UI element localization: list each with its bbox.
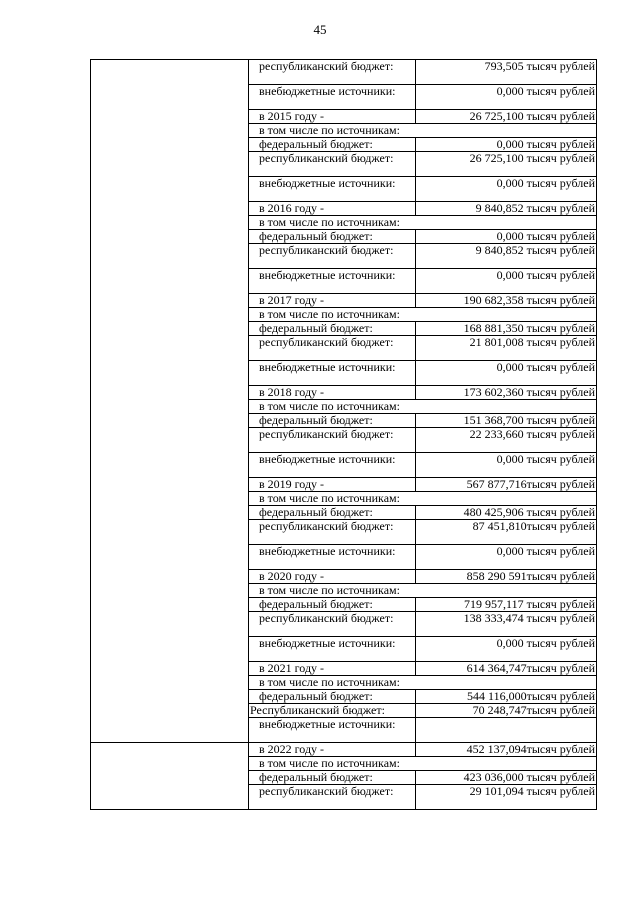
funding-table [90, 59, 597, 810]
amount-value: 423 036,000 тысяч рублей [416, 771, 597, 785]
amount-value: 793,505 тысяч рублей [416, 60, 597, 85]
amount-value: 614 364,747тысяч рублей [416, 662, 597, 676]
row-label: Республиканский бюджет: [249, 704, 416, 718]
blank-left-cell [91, 743, 249, 810]
table-row [91, 743, 597, 757]
amount-value: 0,000 тысяч рублей [416, 361, 597, 386]
row-label: федеральный бюджет: [249, 598, 416, 612]
amount-value: 0,000 тысяч рублей [416, 453, 597, 478]
sources-subheader: в том числе по источникам: [249, 216, 597, 230]
table-row [91, 60, 597, 85]
year-label: в 2019 году - [249, 478, 416, 492]
amount-value: 26 725,100 тысяч рублей [416, 152, 597, 177]
row-label: республиканский бюджет: [249, 785, 416, 810]
year-label: в 2021 году - [249, 662, 416, 676]
amount-value: 719 957,117 тысяч рублей [416, 598, 597, 612]
row-label: республиканский бюджет: [249, 612, 416, 637]
row-label: федеральный бюджет: [249, 771, 416, 785]
year-label: в 2022 году - [249, 743, 416, 757]
row-label: федеральный бюджет: [249, 230, 416, 244]
row-label: федеральный бюджет: [249, 690, 416, 704]
amount-value: 26 725,100 тысяч рублей [416, 110, 597, 124]
row-label: федеральный бюджет: [249, 322, 416, 336]
amount-value: 0,000 тысяч рублей [416, 269, 597, 294]
row-label: республиканский бюджет: [249, 244, 416, 269]
page-number: 45 [313, 22, 327, 37]
year-label: в 2020 году - [249, 570, 416, 584]
year-label: в 2017 году - [249, 294, 416, 308]
year-label: в 2016 году - [249, 202, 416, 216]
row-label: внебюджетные источники: [249, 85, 416, 110]
amount-value: 452 137,094тысяч рублей [416, 743, 597, 757]
funding-table-body [91, 60, 597, 810]
row-label: внебюджетные источники: [249, 453, 416, 478]
amount-value: 858 290 591тысяч рублей [416, 570, 597, 584]
row-label: внебюджетные источники: [249, 718, 416, 743]
sources-subheader: в том числе по источникам: [249, 584, 597, 598]
amount-value: 0,000 тысяч рублей [416, 177, 597, 202]
sources-subheader: в том числе по источникам: [249, 492, 597, 506]
blank-left-cell [91, 60, 249, 743]
amount-value: 0,000 тысяч рублей [416, 138, 597, 152]
amount-value: 173 602,360 тысяч рублей [416, 386, 597, 400]
row-label: федеральный бюджет: [249, 506, 416, 520]
row-label: республиканский бюджет: [249, 428, 416, 453]
row-label: федеральный бюджет: [249, 138, 416, 152]
sources-subheader: в том числе по источникам: [249, 757, 597, 771]
year-label: в 2015 году - [249, 110, 416, 124]
amount-value: 168 881,350 тысяч рублей [416, 322, 597, 336]
row-label: внебюджетные источники: [249, 361, 416, 386]
row-label: внебюджетные источники: [249, 637, 416, 662]
year-label: в 2018 году - [249, 386, 416, 400]
amount-value: 0,000 тысяч рублей [416, 637, 597, 662]
amount-value: 29 101,094 тысяч рублей [416, 785, 597, 810]
row-label: внебюджетные источники: [249, 269, 416, 294]
amount-value: 138 333,474 тысяч рублей [416, 612, 597, 637]
amount-value: 0,000 тысяч рублей [416, 545, 597, 570]
row-label: республиканский бюджет: [249, 60, 416, 85]
row-label: внебюджетные источники: [249, 545, 416, 570]
amount-value: 0,000 тысяч рублей [416, 85, 597, 110]
amount-value: 9 840,852 тысяч рублей [416, 244, 597, 269]
row-label: внебюджетные источники: [249, 177, 416, 202]
sources-subheader: в том числе по источникам: [249, 400, 597, 414]
sources-subheader: в том числе по источникам: [249, 308, 597, 322]
amount-value [416, 718, 597, 743]
amount-value: 480 425,906 тысяч рублей [416, 506, 597, 520]
sources-subheader: в том числе по источникам: [249, 676, 597, 690]
amount-value: 9 840,852 тысяч рублей [416, 202, 597, 216]
amount-value: 151 368,700 тысяч рублей [416, 414, 597, 428]
amount-value: 190 682,358 тысяч рублей [416, 294, 597, 308]
row-label: республиканский бюджет: [249, 520, 416, 545]
sources-subheader: в том числе по источникам: [249, 124, 597, 138]
row-label: федеральный бюджет: [249, 414, 416, 428]
row-label: республиканский бюджет: [249, 336, 416, 361]
amount-value: 87 451,810тысяч рублей [416, 520, 597, 545]
amount-value: 544 116,000тысяч рублей [416, 690, 597, 704]
amount-value: 0,000 тысяч рублей [416, 230, 597, 244]
row-label: республиканский бюджет: [249, 152, 416, 177]
amount-value: 70 248,747тысяч рублей [416, 704, 597, 718]
amount-value: 22 233,660 тысяч рублей [416, 428, 597, 453]
amount-value: 21 801,008 тысяч рублей [416, 336, 597, 361]
amount-value: 567 877,716тысяч рублей [416, 478, 597, 492]
